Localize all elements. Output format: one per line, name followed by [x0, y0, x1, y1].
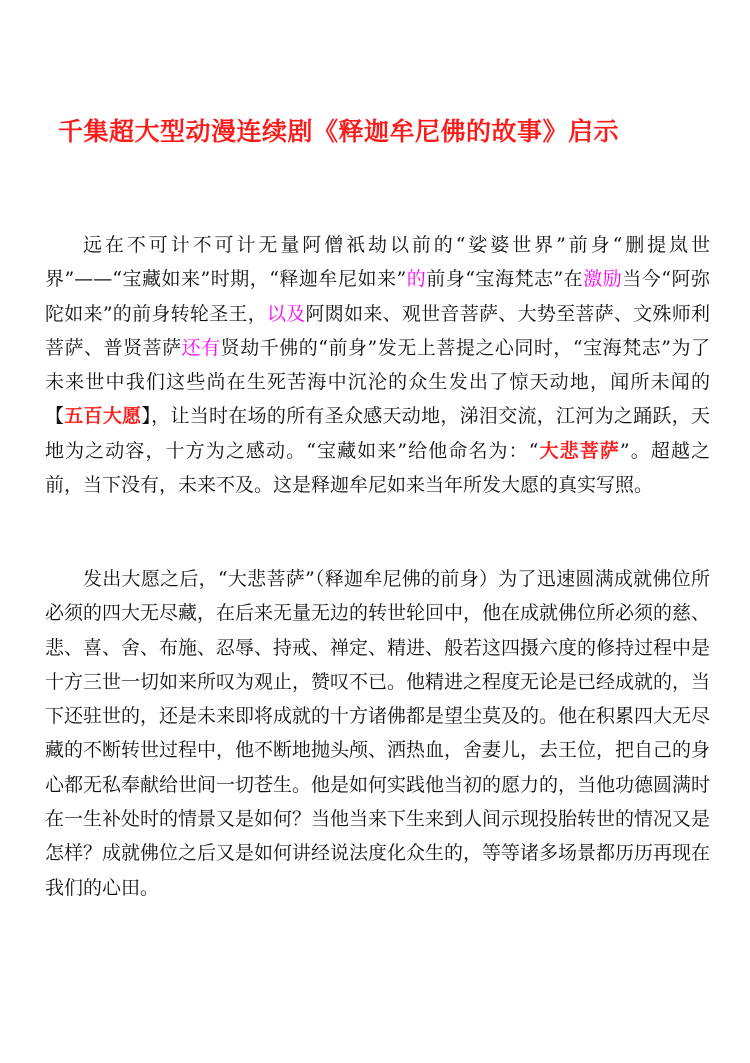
highlighted-text: 以及	[266, 302, 306, 325]
document-title: 千集超大型动漫连续剧《释迦牟尼佛的故事》启示	[58, 117, 620, 146]
highlighted-text: 还有	[181, 336, 221, 359]
paragraph-1-text-run: 】，让当时在场的所有圣众感天动地，涕泪交流，江河为之踊跃，天地为之动容，十方为之感动。“宝藏如来”给他命名为：“	[45, 405, 710, 462]
paragraph-1-text-run: ”。超越之前，当下没有，未来不及。这是释迦牟尼如来当年所发大愿的真实写照。	[45, 439, 710, 497]
highlighted-text: 激励	[583, 268, 623, 291]
paragraph-1-text-run: 远在不可计不可计无量阿僧祇劫以前的“娑婆世界”前身“删提岚世界”——“宝藏如来”时期，“释迦牟尼如来”	[45, 234, 710, 291]
paragraph-1-text-run: 前身“宝海梵志”在	[426, 268, 584, 291]
paragraph-1	[45, 228, 710, 502]
highlighted-text: 的	[406, 268, 427, 291]
highlighted-text: 大悲菩萨	[538, 439, 620, 462]
paragraph-1-text-run: 当今“阿弥陀如来”的前身转轮圣王，	[45, 268, 710, 325]
highlighted-text: 五百大愿	[64, 405, 142, 428]
paragraph-1-text-run: 阿閦如来、观世音菩萨、大势至菩萨、文殊师利菩萨、普贤菩萨	[45, 302, 710, 359]
paragraph-2: 发出大愿之后，“大悲菩萨”（释迦牟尼佛的前身）为了迅速圆满成就佛位所必须的四大无尽藏，在后来无量无边的转世轮回中，他在成就佛位所必须的慈、悲、喜、舍、布施、忍辱、持戒、禅定、精进、般若这四摄六度的修持过程中是十方三世一切如来所叹为观止，赞叹不已。他精进之程度无论是已经成就的，当下还驻世的，还是未来即将成就的十方诸佛都是望尘莫及的。他在积累四大无尽藏的不断转世过程中，他不断地抛头颅、洒热血，舍妻儿，去王位，把自己的身心都无私奉献给世间一切苍生。他是如何实践他当初的愿力的，当他功德圆满时在一生补处时的情景又是如何？当他当来下生来到人间示现投胎转世的情况又是怎样？成就佛位之后又是如何讲经说法度化众生的，等等诸多场景都历历再现在我们的心田。	[45, 568, 711, 899]
paragraph-1-text-run: 贤劫千佛的“前身”发无上菩提之心同时，“宝海梵志”为了未来世中我们这些尚在生死苦海中沉沦的众生发出了惊天动地，闻所未闻的【	[45, 336, 710, 428]
